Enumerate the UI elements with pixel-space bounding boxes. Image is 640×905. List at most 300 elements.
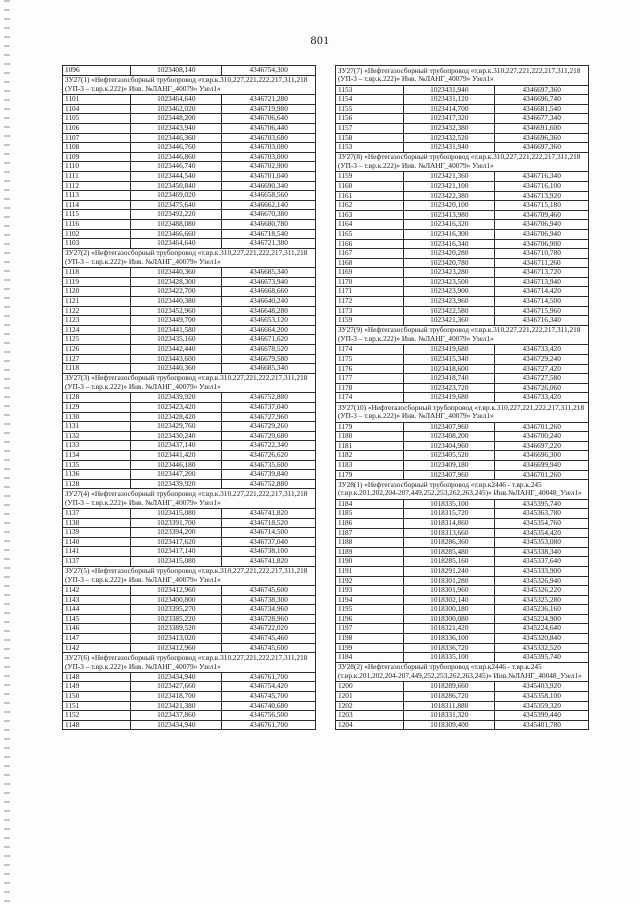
point-number: 1105 xyxy=(63,114,131,124)
point-number: 1119 xyxy=(63,277,131,287)
coordinate-x: 1023492,220 xyxy=(131,210,222,220)
point-number: 1146 xyxy=(63,624,131,634)
coordinate-x: 1023421,100 xyxy=(404,181,495,191)
right-coordinates-table xyxy=(335,65,589,730)
coordinate-y: 4346752,880 xyxy=(222,479,316,489)
coordinate-y: 4345337,640 xyxy=(495,557,589,567)
coordinate-y: 4346729,680 xyxy=(222,431,316,441)
coordinate-y: 4346713,920 xyxy=(495,191,589,201)
table-row xyxy=(63,672,316,682)
coordinate-y: 4346702,900 xyxy=(222,162,316,172)
coordinate-x: 1018300,180 xyxy=(404,605,495,615)
coordinate-x: 1023475,640 xyxy=(131,200,222,210)
coordinate-y: 4346706,440 xyxy=(222,123,316,133)
coordinate-y: 4346640,240 xyxy=(222,297,316,307)
coordinate-y: 4346740,680 xyxy=(222,701,316,711)
table-row xyxy=(336,374,589,384)
coordinate-x: 1018285,480 xyxy=(404,547,495,557)
point-number: 1143 xyxy=(63,595,131,605)
coordinate-x: 1023418,700 xyxy=(131,692,222,702)
coordinate-y: 4346697,220 xyxy=(495,441,589,451)
point-number: 1135 xyxy=(63,460,131,470)
table-row xyxy=(63,162,316,172)
table-row xyxy=(336,451,589,461)
left-column xyxy=(62,65,316,730)
point-number: 1158 xyxy=(336,133,404,143)
coordinate-y: 4346662,140 xyxy=(222,200,316,210)
coordinate-x: 1018300,080 xyxy=(404,614,495,624)
coordinate-y: 4345395,740 xyxy=(495,653,589,663)
coordinate-y: 4346735,600 xyxy=(222,460,316,470)
coordinate-x: 1018301,280 xyxy=(404,576,495,586)
point-number: 1120 xyxy=(63,287,131,297)
point-number: 1151 xyxy=(63,701,131,711)
coordinate-x: 1023429,760 xyxy=(131,422,222,432)
coordinate-x: 1023469,020 xyxy=(131,191,222,201)
section-header-row xyxy=(63,75,316,95)
point-number: 1200 xyxy=(336,682,404,692)
coordinate-y: 4345354,420 xyxy=(495,528,589,538)
coordinate-y: 4346722,020 xyxy=(222,624,316,634)
table-row xyxy=(336,210,589,220)
coordinate-x: 1023417,320 xyxy=(404,114,495,124)
coordinate-x: 1023450,840 xyxy=(131,181,222,191)
point-number: 1114 xyxy=(63,200,131,210)
coordinate-x: 1023441,580 xyxy=(131,325,222,335)
coordinate-y: 4346727,580 xyxy=(495,374,589,384)
coordinate-x: 1023415,080 xyxy=(131,508,222,518)
coordinate-y: 4346703,680 xyxy=(222,133,316,143)
coordinate-y: 4346709,460 xyxy=(495,210,589,220)
coordinate-y: 4346726,620 xyxy=(222,450,316,460)
point-number: 1142 xyxy=(63,586,131,596)
table-row xyxy=(336,85,589,95)
point-number: 1178 xyxy=(336,383,404,393)
point-number: 1147 xyxy=(63,634,131,644)
table-row xyxy=(63,306,316,316)
table-row xyxy=(336,220,589,230)
coordinate-y: 4346664,200 xyxy=(222,325,316,335)
table-row xyxy=(63,634,316,644)
point-number: 1138 xyxy=(63,518,131,528)
coordinate-x: 1018291,240 xyxy=(404,566,495,576)
point-number: 1170 xyxy=(336,277,404,287)
coordinate-x: 1023409,180 xyxy=(404,460,495,470)
table-row xyxy=(336,114,589,124)
section-header: ЗУ27(3) «Нефтегазосборный трубопровод «т.вр.к.310,227,221,222,217,311,218 (УП-3 – т.вр.к.222)» Инв. №ЛАНГ_40079» Узел1» xyxy=(63,373,316,393)
point-number: 1176 xyxy=(336,364,404,374)
point-number: 1190 xyxy=(336,557,404,567)
coordinate-x: 1023440,360 xyxy=(131,364,222,374)
point-number: 1125 xyxy=(63,335,131,345)
point-number: 1101 xyxy=(63,95,131,105)
coordinate-x: 1018335,100 xyxy=(404,653,495,663)
point-number: 1157 xyxy=(336,123,404,133)
table-row xyxy=(63,297,316,307)
point-number: 1165 xyxy=(336,229,404,239)
point-number: 1164 xyxy=(336,220,404,230)
section-header-row xyxy=(63,566,316,586)
page-number: 801 xyxy=(310,33,330,47)
coordinate-y: 4345332,520 xyxy=(495,643,589,653)
coordinate-y: 4345326,220 xyxy=(495,586,589,596)
point-number: 1154 xyxy=(336,95,404,105)
coordinate-x: 1023404,960 xyxy=(404,441,495,451)
point-number: 1106 xyxy=(63,123,131,133)
table-row xyxy=(336,653,589,663)
coordinate-y: 4346673,940 xyxy=(222,277,316,287)
table-row xyxy=(63,518,316,528)
table-row xyxy=(336,701,589,711)
point-number: 1204 xyxy=(336,720,404,730)
point-number: 1132 xyxy=(63,431,131,441)
coordinate-y: 4346706,940 xyxy=(495,229,589,239)
coordinate-y: 4346722,340 xyxy=(222,441,316,451)
table-row xyxy=(63,450,316,460)
coordinate-x: 1023408,140 xyxy=(131,66,222,76)
coordinate-y: 4346716,100 xyxy=(495,181,589,191)
table-row xyxy=(63,479,316,489)
point-number: 1133 xyxy=(63,441,131,451)
point-number: 1118 xyxy=(63,364,131,374)
section-header: ЗУ27(8) «Нефтегазосборный трубопровод «т.вр.к.310,227,221,222,217,311,218 (УП-3 – т.вр.к.222)» Инв. №ЛАНГ_40079» Узел1» xyxy=(336,152,589,172)
point-number: 1128 xyxy=(63,479,131,489)
section-header-row xyxy=(336,66,589,86)
coordinate-y: 4346706,900 xyxy=(495,239,589,249)
section-header: ЗУ28(1) «Нефтегазосборный трубопровод «т.вр.к2446 - т.вр.к.245 (т.вр.к.201,202,204-207,449,252,253,262,263,245)» Инв.№ЛАНГ_40048_Узел1» xyxy=(336,480,589,500)
coordinate-y: 4346677,340 xyxy=(495,114,589,124)
coordinate-y: 4346701,040 xyxy=(222,171,316,181)
coordinate-y: 4346670,380 xyxy=(222,210,316,220)
coordinate-x: 1023412,960 xyxy=(131,586,222,596)
table-row xyxy=(63,268,316,278)
coordinate-y: 4346711,260 xyxy=(495,258,589,268)
point-number: 1107 xyxy=(63,133,131,143)
coordinate-y: 4345333,900 xyxy=(495,566,589,576)
point-number: 1122 xyxy=(63,306,131,316)
coordinate-x: 1023417,140 xyxy=(131,547,222,557)
coordinate-x: 1023431,120 xyxy=(404,95,495,105)
coordinate-y: 4346752,880 xyxy=(222,393,316,403)
coordinate-y: 4345358,100 xyxy=(495,692,589,702)
coordinate-y: 4346685,340 xyxy=(222,364,316,374)
point-number: 1185 xyxy=(336,509,404,519)
coordinate-x: 1023452,960 xyxy=(131,306,222,316)
point-number: 1172 xyxy=(336,297,404,307)
section-header-row xyxy=(336,403,589,423)
coordinate-y: 4346761,700 xyxy=(222,672,316,682)
table-row xyxy=(336,95,589,105)
coordinate-x: 1018331,320 xyxy=(404,711,495,721)
coordinate-x: 1023466,660 xyxy=(131,229,222,239)
point-number: 1181 xyxy=(336,441,404,451)
point-number: 1141 xyxy=(63,547,131,557)
coordinate-x: 1023439,920 xyxy=(131,393,222,403)
table-row xyxy=(63,229,316,239)
section-header: ЗУ27(7) «Нефтегазосборный трубопровод «т.вр.к.310,227,221,222,217,311,218 (УП-3 – т.вр.к.222)» Инв. №ЛАНГ_40079» Узел1» xyxy=(336,66,589,86)
table-row xyxy=(336,393,589,403)
table-row xyxy=(63,692,316,702)
coordinate-y: 4346697,360 xyxy=(495,143,589,153)
section-header: ЗУ27(2) «Нефтегазосборный трубопровод «т.вр.к.310,227,221,222,217,311,218 (УП-3 – т.вр.к.222)» Инв. №ЛАНГ_40079» Узел1» xyxy=(63,248,316,268)
coordinate-x: 1023448,200 xyxy=(131,114,222,124)
table-row xyxy=(336,133,589,143)
table-row xyxy=(336,229,589,239)
coordinate-x: 1023413,020 xyxy=(131,634,222,644)
coordinate-y: 4346719,980 xyxy=(222,104,316,114)
table-row xyxy=(336,104,589,114)
coordinate-x: 1018286,360 xyxy=(404,538,495,548)
point-number: 1159 xyxy=(336,172,404,182)
point-number: 1167 xyxy=(336,249,404,259)
coordinate-y: 4345224,640 xyxy=(495,624,589,634)
table-row xyxy=(336,191,589,201)
coordinate-x: 1023437,140 xyxy=(131,441,222,451)
coordinate-x: 1023449,700 xyxy=(131,316,222,326)
coordinate-y: 4346745,600 xyxy=(222,586,316,596)
table-row xyxy=(336,509,589,519)
coordinate-y: 4346721,280 xyxy=(222,95,316,105)
coordinate-x: 1023422,700 xyxy=(131,287,222,297)
table-row xyxy=(336,499,589,509)
coordinate-y: 4346729,260 xyxy=(222,422,316,432)
coordinate-x: 1023418,600 xyxy=(404,364,495,374)
point-number: 1166 xyxy=(336,239,404,249)
coordinate-x: 1023421,360 xyxy=(404,172,495,182)
table-row xyxy=(63,547,316,557)
section-header: ЗУ27(10) «Нефтегазосборный трубопровод «т.вр.к.310,227,221,222,217,311,218 (УП-3 – т.вр.к.222)» Инв. №ЛАНГ_40079» Узел1» xyxy=(336,403,589,423)
coordinate-x: 1018301,960 xyxy=(404,586,495,596)
section-header-row xyxy=(63,248,316,268)
point-number: 1196 xyxy=(336,614,404,624)
table-row xyxy=(336,586,589,596)
coordinate-y: 4346726,060 xyxy=(495,383,589,393)
section-header: ЗУ27(1) «Нефтегазосборный трубопровод «т.вр.к.310,227,221,222,217,311,218 (УП-3 – т.вр.к.222)» Инв. №ЛАНГ_40079» Узел1» xyxy=(63,75,316,95)
coordinate-y: 4346754,420 xyxy=(222,682,316,692)
section-header-row xyxy=(63,373,316,393)
point-number: 1149 xyxy=(63,682,131,692)
coordinate-y: 4346739,840 xyxy=(222,470,316,480)
coordinate-x: 1023444,540 xyxy=(131,171,222,181)
left-coordinates-table xyxy=(62,65,316,730)
point-number: 1126 xyxy=(63,345,131,355)
table-row xyxy=(63,133,316,143)
point-number: 1184 xyxy=(336,499,404,509)
table-row xyxy=(336,441,589,451)
coordinate-x: 1023446,360 xyxy=(131,133,222,143)
coordinate-x: 1023431,940 xyxy=(404,143,495,153)
table-row xyxy=(63,239,316,249)
coordinate-x: 1023447,200 xyxy=(131,470,222,480)
point-number: 1159 xyxy=(336,316,404,326)
point-number: 1182 xyxy=(336,451,404,461)
table-row xyxy=(336,172,589,182)
coordinate-y: 4346658,560 xyxy=(222,191,316,201)
point-number: 1123 xyxy=(63,316,131,326)
section-header-row xyxy=(336,152,589,172)
section-header-row xyxy=(63,653,316,673)
table-row xyxy=(336,306,589,316)
coordinate-x: 1018311,880 xyxy=(404,701,495,711)
coordinate-y: 4346737,040 xyxy=(222,403,316,413)
coordinate-y: 4346703,080 xyxy=(222,143,316,153)
point-number: 1142 xyxy=(63,643,131,653)
coordinate-y: 4346716,340 xyxy=(495,172,589,182)
coordinate-y: 4346697,360 xyxy=(495,85,589,95)
point-number: 1192 xyxy=(336,576,404,586)
point-number: 1156 xyxy=(336,114,404,124)
coordinate-x: 1023443,940 xyxy=(131,123,222,133)
table-row xyxy=(63,104,316,114)
point-number: 1202 xyxy=(336,701,404,711)
coordinate-y: 4346738,100 xyxy=(222,547,316,557)
point-number: 1134 xyxy=(63,450,131,460)
section-header-row xyxy=(336,662,589,682)
coordinate-x: 1023423,960 xyxy=(404,297,495,307)
section-header-row xyxy=(336,480,589,500)
table-row xyxy=(336,287,589,297)
coordinate-y: 4346721,380 xyxy=(222,239,316,249)
coordinate-x: 1023391,700 xyxy=(131,518,222,528)
table-row xyxy=(336,518,589,528)
coordinate-y: 4346727,420 xyxy=(495,364,589,374)
coordinate-x: 1023415,080 xyxy=(131,556,222,566)
coordinate-x: 1023440,360 xyxy=(131,268,222,278)
table-row xyxy=(63,335,316,345)
table-row xyxy=(336,143,589,153)
coordinate-y: 4346745,700 xyxy=(222,692,316,702)
coordinate-y: 4346696,740 xyxy=(495,95,589,105)
coordinate-x: 1023428,300 xyxy=(131,277,222,287)
point-number: 1130 xyxy=(63,412,131,422)
point-number: 1184 xyxy=(336,653,404,663)
table-row xyxy=(336,538,589,548)
coordinate-y: 4346729,240 xyxy=(495,355,589,365)
coordinate-x: 1018309,400 xyxy=(404,720,495,730)
coordinate-x: 1023440,380 xyxy=(131,297,222,307)
coordinate-x: 1023414,700 xyxy=(404,104,495,114)
coordinate-x: 1023423,420 xyxy=(131,403,222,413)
point-number: 1118 xyxy=(63,268,131,278)
table-row xyxy=(63,470,316,480)
table-row xyxy=(63,325,316,335)
coordinate-y: 4346678,520 xyxy=(222,345,316,355)
point-number: 1153 xyxy=(336,85,404,95)
coordinate-x: 1023422,580 xyxy=(404,306,495,316)
point-number: 1145 xyxy=(63,614,131,624)
table-row xyxy=(63,393,316,403)
coordinate-y: 4345326,940 xyxy=(495,576,589,586)
table-row xyxy=(63,460,316,470)
table-row xyxy=(63,643,316,653)
coordinate-y: 4346733,420 xyxy=(495,393,589,403)
coordinate-x: 1023395,270 xyxy=(131,605,222,615)
coordinate-y: 4345401,780 xyxy=(495,720,589,730)
point-number: 1201 xyxy=(336,692,404,702)
table-row xyxy=(63,586,316,596)
table-row xyxy=(63,624,316,634)
coordinate-x: 1023408,200 xyxy=(404,432,495,442)
table-row xyxy=(336,345,589,355)
coordinate-x: 1023430,240 xyxy=(131,431,222,441)
coordinate-x: 1023439,920 xyxy=(131,479,222,489)
coordinate-x: 1018315,720 xyxy=(404,509,495,519)
coordinate-x: 1023423,720 xyxy=(404,383,495,393)
coordinate-x: 1023427,660 xyxy=(131,682,222,692)
section-header: ЗУ27(6) «Нефтегазосборный трубопровод «т.вр.к.310,227,221,222,217,311,218 (УП-3 – т.вр.к.222)» Инв. №ЛАНГ_40079» Узел1» xyxy=(63,653,316,673)
table-row xyxy=(336,720,589,730)
coordinate-x: 1018313,660 xyxy=(404,528,495,538)
point-number: 1096 xyxy=(63,66,131,76)
point-number: 1155 xyxy=(336,104,404,114)
table-row xyxy=(63,528,316,538)
coordinate-x: 1023434,940 xyxy=(131,672,222,682)
table-row xyxy=(63,556,316,566)
table-row xyxy=(63,95,316,105)
coordinate-y: 4346668,660 xyxy=(222,287,316,297)
coordinate-x: 1023417,620 xyxy=(131,537,222,547)
coordinate-y: 4346691,600 xyxy=(495,123,589,133)
table-row xyxy=(336,605,589,615)
point-number: 1188 xyxy=(336,538,404,548)
coordinate-y: 4346728,960 xyxy=(222,614,316,624)
table-row xyxy=(63,682,316,692)
coordinate-y: 4346699,940 xyxy=(495,460,589,470)
table-row xyxy=(336,297,589,307)
coordinate-x: 1023428,420 xyxy=(131,412,222,422)
coordinate-y: 4345363,780 xyxy=(495,509,589,519)
coordinate-y: 4346706,640 xyxy=(222,114,316,124)
coordinate-x: 1023394,200 xyxy=(131,528,222,538)
table-row xyxy=(63,701,316,711)
point-number: 1150 xyxy=(63,692,131,702)
coordinate-x: 1023413,980 xyxy=(404,210,495,220)
table-row xyxy=(336,249,589,259)
coordinate-y: 4346718,540 xyxy=(222,229,316,239)
coordinate-x: 1023415,340 xyxy=(404,355,495,365)
table-row xyxy=(63,210,316,220)
point-number: 1197 xyxy=(336,624,404,634)
coordinate-x: 1018336,720 xyxy=(404,643,495,653)
table-row xyxy=(63,711,316,721)
coordinate-x: 1023423,900 xyxy=(404,287,495,297)
table-row xyxy=(336,576,589,586)
table-row xyxy=(336,643,589,653)
coordinate-y: 4346700,240 xyxy=(495,432,589,442)
point-number: 1189 xyxy=(336,547,404,557)
coordinate-y: 4345325,280 xyxy=(495,595,589,605)
point-number: 1177 xyxy=(336,374,404,384)
point-number: 1183 xyxy=(336,460,404,470)
table-row xyxy=(63,66,316,76)
coordinate-x: 1023416,300 xyxy=(404,229,495,239)
coordinate-x: 1023442,440 xyxy=(131,345,222,355)
coordinate-y: 4346685,340 xyxy=(222,268,316,278)
point-number: 1203 xyxy=(336,711,404,721)
coordinate-x: 1023400,800 xyxy=(131,595,222,605)
table-row xyxy=(336,528,589,538)
section-header: ЗУ27(9) «Нефтегазосборный трубопровод «т.вр.к.310,227,221,222,217,311,218 (УП-3 – т.вр.к.222)» Инв. №ЛАНГ_40079» Узел1» xyxy=(336,325,589,345)
coordinate-y: 4346681,540 xyxy=(495,104,589,114)
coordinate-x: 1023488,080 xyxy=(131,219,222,229)
coordinate-y: 4346679,580 xyxy=(222,354,316,364)
coordinate-y: 4346738,300 xyxy=(222,595,316,605)
point-number: 1115 xyxy=(63,210,131,220)
table-row xyxy=(336,682,589,692)
table-row xyxy=(336,566,589,576)
table-row xyxy=(63,200,316,210)
coordinate-x: 1023464,640 xyxy=(131,95,222,105)
